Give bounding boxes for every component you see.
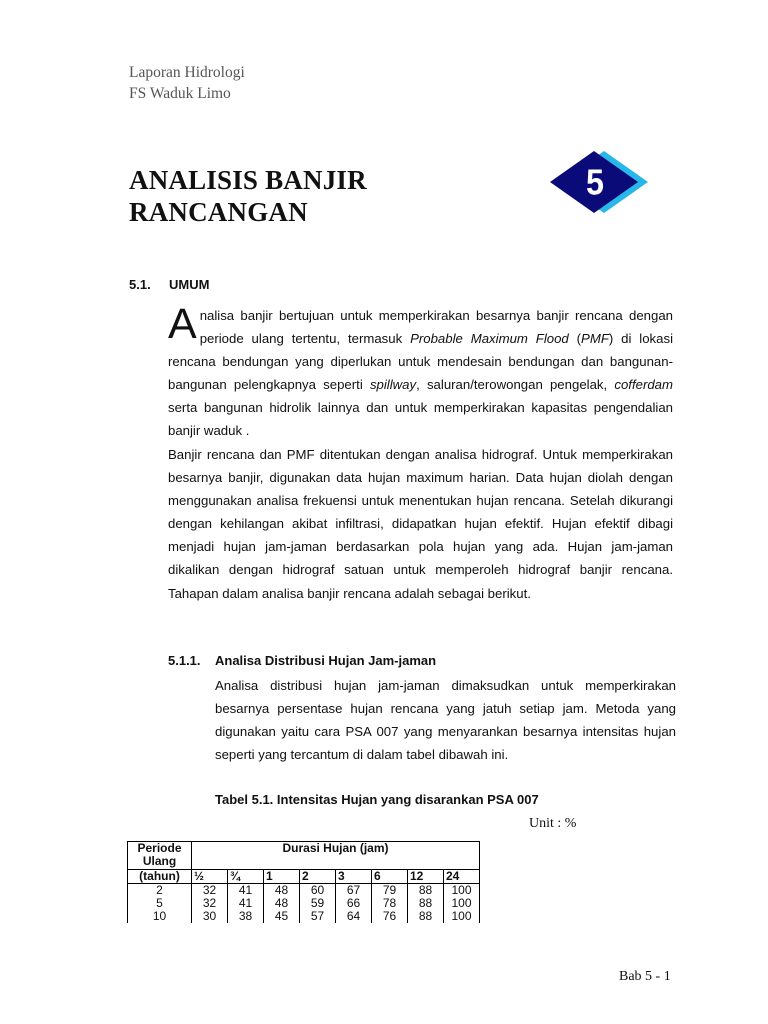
header-project-name: FS Waduk Limo <box>129 85 231 102</box>
value-cell: 60 <box>300 884 336 898</box>
para1-italic-cofferdam: cofferdam <box>614 377 673 393</box>
rainfall-intensity-table <box>127 841 480 923</box>
section-title: UMUM <box>169 277 210 292</box>
para1-text-2: ( <box>568 331 582 347</box>
drop-cap: A <box>168 300 197 348</box>
periode-header-line2: Ulang <box>142 854 177 868</box>
table-header-row-2 <box>128 870 480 884</box>
chapter-title-line2: RANCANGAN <box>129 197 308 227</box>
duration-header-cell: ½ <box>192 870 228 884</box>
value-cell: 57 <box>300 910 336 923</box>
paragraph-method: Banjir rencana dan PMF ditentukan dengan analisa hidrograf. Untuk memperkirakan besarnya banjir, digunakan data hujan maximum harian. Data hujan diolah dengan menggunakan analisa frekuensi untuk menentukan hujan rencana. Setelah dikurangi dengan kehilangan akibat infiltrasi, didapatkan hujan efektif. Hujan efektif dibagi menjadi hujan jam-jaman berdasarkan pola hujan yang ada. Hujan jam-jaman dikalikan dengan hidrograf satuan untuk memperoleh hidrograf banjir rencana. Tahapan dalam analisa banjir rencana adalah sebagai berikut. <box>168 447 673 601</box>
value-cell: 48 <box>264 884 300 898</box>
value-cell: 30 <box>192 910 228 923</box>
table-unit: Unit : % <box>529 816 577 831</box>
value-cell: 100 <box>444 910 480 923</box>
duration-header-cell: 3 <box>336 870 372 884</box>
duration-header-cell: ¾ <box>228 870 264 884</box>
value-cell: 38 <box>228 910 264 923</box>
duration-header-cell: 12 <box>408 870 444 884</box>
value-cell: 59 <box>300 897 336 910</box>
value-cell: 100 <box>444 897 480 910</box>
value-cell: 79 <box>372 884 408 898</box>
duration-header-cell: 6 <box>372 870 408 884</box>
duration-header-cell: 2 <box>300 870 336 884</box>
value-cell: 88 <box>408 910 444 923</box>
para1-text-5: serta bangunan hidrolik lainnya dan untuk memperkirakan kapasitas pengendalian banjir waduk . <box>168 400 673 439</box>
value-cell: 48 <box>264 897 300 910</box>
subsection-heading <box>168 653 436 668</box>
value-cell: 41 <box>228 897 264 910</box>
value-cell: 67 <box>336 884 372 898</box>
value-cell: 32 <box>192 884 228 898</box>
value-cell: 88 <box>408 884 444 898</box>
table-row <box>128 884 480 898</box>
durasi-header-cell: Durasi Hujan (jam) <box>192 842 480 870</box>
header-report-title: Laporan Hidrologi <box>129 64 245 81</box>
periode-cell: 2 <box>128 884 192 898</box>
page-number: Bab 5 - 1 <box>619 969 671 984</box>
para1-text-4: , saluran/terowongan pengelak, <box>416 377 615 393</box>
para1-text-3: ) di lokasi rencana bendungan yang diperlukan untuk mendesain bendungan dan bangunan-bangunan pelengkapnya seperti <box>168 331 674 393</box>
para1-italic-pmf: PMF <box>581 331 609 347</box>
value-cell: 66 <box>336 897 372 910</box>
paragraph-distribution: Analisa distribusi hujan jam-jaman dimaksudkan untuk memperkirakan besarnya persentase hujan rencana yang jatuh setiap jam. Metoda yang digunakan yaitu cara PSA 007 yang menyarankan besarnya intensitas hujan seperti yang tercantum di dalam tabel dibawah ini. <box>215 678 676 763</box>
value-cell: 78 <box>372 897 408 910</box>
subsection-title: Analisa Distribusi Hujan Jam-jaman <box>215 653 437 668</box>
periode-header-line1: Periode <box>137 841 182 855</box>
para1-text-1: nalisa banjir bertujuan untuk memperkirakan besarnya banjir rencana dengan periode ulang tertentu, termasuk <box>199 308 673 347</box>
chapter-title <box>129 164 367 228</box>
value-cell: 88 <box>408 897 444 910</box>
table-row <box>128 910 480 923</box>
table-header-row-1 <box>128 842 480 870</box>
value-cell: 32 <box>192 897 228 910</box>
periode-cell: 10 <box>128 910 192 923</box>
chapter-number: 5 <box>586 163 605 204</box>
subsection-number: 5.1.1. <box>168 653 201 668</box>
para1-italic-spillway: spillway <box>369 377 417 393</box>
value-cell: 45 <box>264 910 300 923</box>
chapter-title-line1: ANALISIS BANJIR <box>129 165 367 195</box>
periode-cell: 5 <box>128 897 192 910</box>
value-cell: 100 <box>444 884 480 898</box>
periode-unit-cell: (tahun) <box>128 870 192 884</box>
value-cell: 64 <box>336 910 372 923</box>
paragraph-intro <box>168 300 674 443</box>
periode-header-cell <box>128 842 192 870</box>
duration-header-cell: 24 <box>444 870 480 884</box>
value-cell: 76 <box>372 910 408 923</box>
para1-italic-pmf-term: Probable Maximum Flood <box>410 331 569 347</box>
duration-header-cell: 1 <box>264 870 300 884</box>
document-header <box>129 62 245 104</box>
chapter-number-badge <box>548 149 652 215</box>
value-cell: 41 <box>228 884 264 898</box>
section-heading <box>129 277 209 292</box>
section-number: 5.1. <box>129 277 151 292</box>
table-caption: Tabel 5.1. Intensitas Hujan yang disarankan PSA 007 <box>215 792 539 807</box>
